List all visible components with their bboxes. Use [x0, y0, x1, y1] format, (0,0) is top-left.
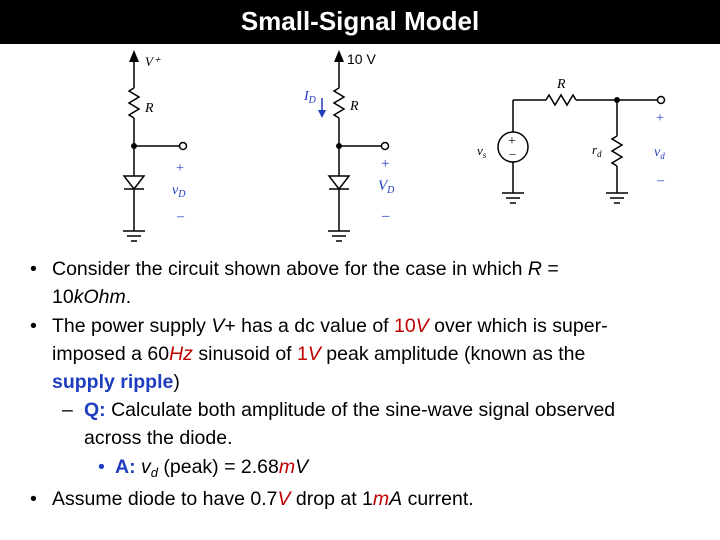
diode	[329, 176, 349, 189]
r-value: 10	[52, 286, 74, 308]
minus-sign: –	[657, 173, 664, 188]
supply-label: V⁺	[145, 54, 160, 69]
bullet-1-text: Consider the circuit shown above for the case in which	[52, 258, 528, 280]
voltage-label: $v_d$	[654, 145, 665, 161]
plus-sign: +	[381, 156, 390, 172]
amp-unit: V	[307, 343, 321, 365]
circuit-3	[477, 77, 665, 203]
ground-symbol	[606, 193, 628, 203]
unit: V	[295, 456, 309, 478]
plus-sign: +	[656, 111, 664, 126]
freq-unit: Hz	[169, 343, 193, 365]
question-text-2: across the diode.	[84, 427, 233, 449]
supply-ripple-term: supply ripple	[52, 371, 174, 393]
supply-arrow	[334, 50, 344, 62]
circuit-1	[123, 50, 187, 241]
ground-symbol	[123, 231, 145, 241]
circuit-2	[303, 50, 395, 241]
minus-sign: –	[177, 209, 184, 224]
source-plus: +	[508, 134, 516, 149]
voltage-label: $v_D$	[172, 183, 186, 200]
answer-text: (peak) = 2.68	[157, 456, 279, 478]
output-terminal	[382, 143, 389, 150]
resistor-label: R	[145, 101, 154, 116]
v-symbol: V	[211, 315, 225, 337]
resistor-rd	[612, 136, 622, 166]
resistor-label: R	[557, 77, 566, 92]
text: peak amplitude (known as the	[320, 343, 586, 365]
q-label: Q:	[84, 399, 106, 421]
unit: A	[389, 488, 403, 510]
dc-value: 10	[394, 315, 416, 337]
ground-symbol	[328, 231, 350, 241]
period: .	[125, 286, 132, 308]
resistor-r	[129, 88, 139, 118]
dash: –	[62, 399, 73, 421]
bullet-dot: •	[98, 456, 105, 478]
diode	[124, 176, 144, 189]
v-unit: V	[277, 488, 291, 510]
bullet-dot: •	[30, 258, 37, 280]
voltage-label: $V_D$	[378, 178, 395, 196]
text: The power supply	[52, 315, 212, 337]
text: )	[173, 371, 180, 393]
supply-label: 10 V	[347, 51, 376, 67]
rd-label: $r_d$	[592, 142, 602, 159]
resistor-r	[334, 88, 344, 118]
text: drop at 1	[290, 488, 373, 510]
amp-value: 1	[297, 343, 308, 365]
output-terminal-top	[658, 97, 665, 104]
output-terminal	[180, 143, 187, 150]
text: has a dc value of	[235, 315, 395, 337]
source-minus: −	[509, 147, 517, 162]
vd-symbol: v	[141, 456, 151, 478]
plus-sign: +	[176, 161, 184, 176]
bullet-dot: •	[30, 488, 37, 510]
circuit-figure	[0, 44, 720, 254]
current-label: $I_D$	[304, 89, 316, 106]
minus-sign: –	[382, 208, 390, 224]
text: sinusoid of	[192, 343, 297, 365]
source-label: $v_s$	[477, 143, 487, 160]
question-text: Calculate both amplitude of the sine-wave signal observed	[105, 399, 616, 421]
r-unit: kOhm	[73, 286, 126, 308]
equals: =	[541, 258, 559, 280]
dc-unit: V	[415, 315, 429, 337]
a-label: A:	[115, 456, 136, 478]
freq-value: 60	[147, 343, 170, 365]
resistor-r	[546, 95, 576, 105]
supply-arrow	[129, 50, 139, 62]
r-symbol: R	[527, 258, 542, 280]
unit-prefix: m	[278, 456, 296, 478]
slide-title: Small-Signal Model	[240, 6, 480, 36]
text: Assume diode to have 0.7	[52, 488, 278, 510]
text: current.	[402, 488, 474, 510]
text: imposed a	[52, 343, 148, 365]
vd-sub: d	[150, 465, 158, 480]
plus: +	[224, 315, 236, 337]
text: over which is super-	[428, 315, 608, 337]
ground-symbol	[502, 193, 524, 203]
resistor-label: R	[350, 99, 359, 114]
bullet-dot: •	[30, 315, 37, 337]
unit-prefix: m	[372, 488, 390, 510]
